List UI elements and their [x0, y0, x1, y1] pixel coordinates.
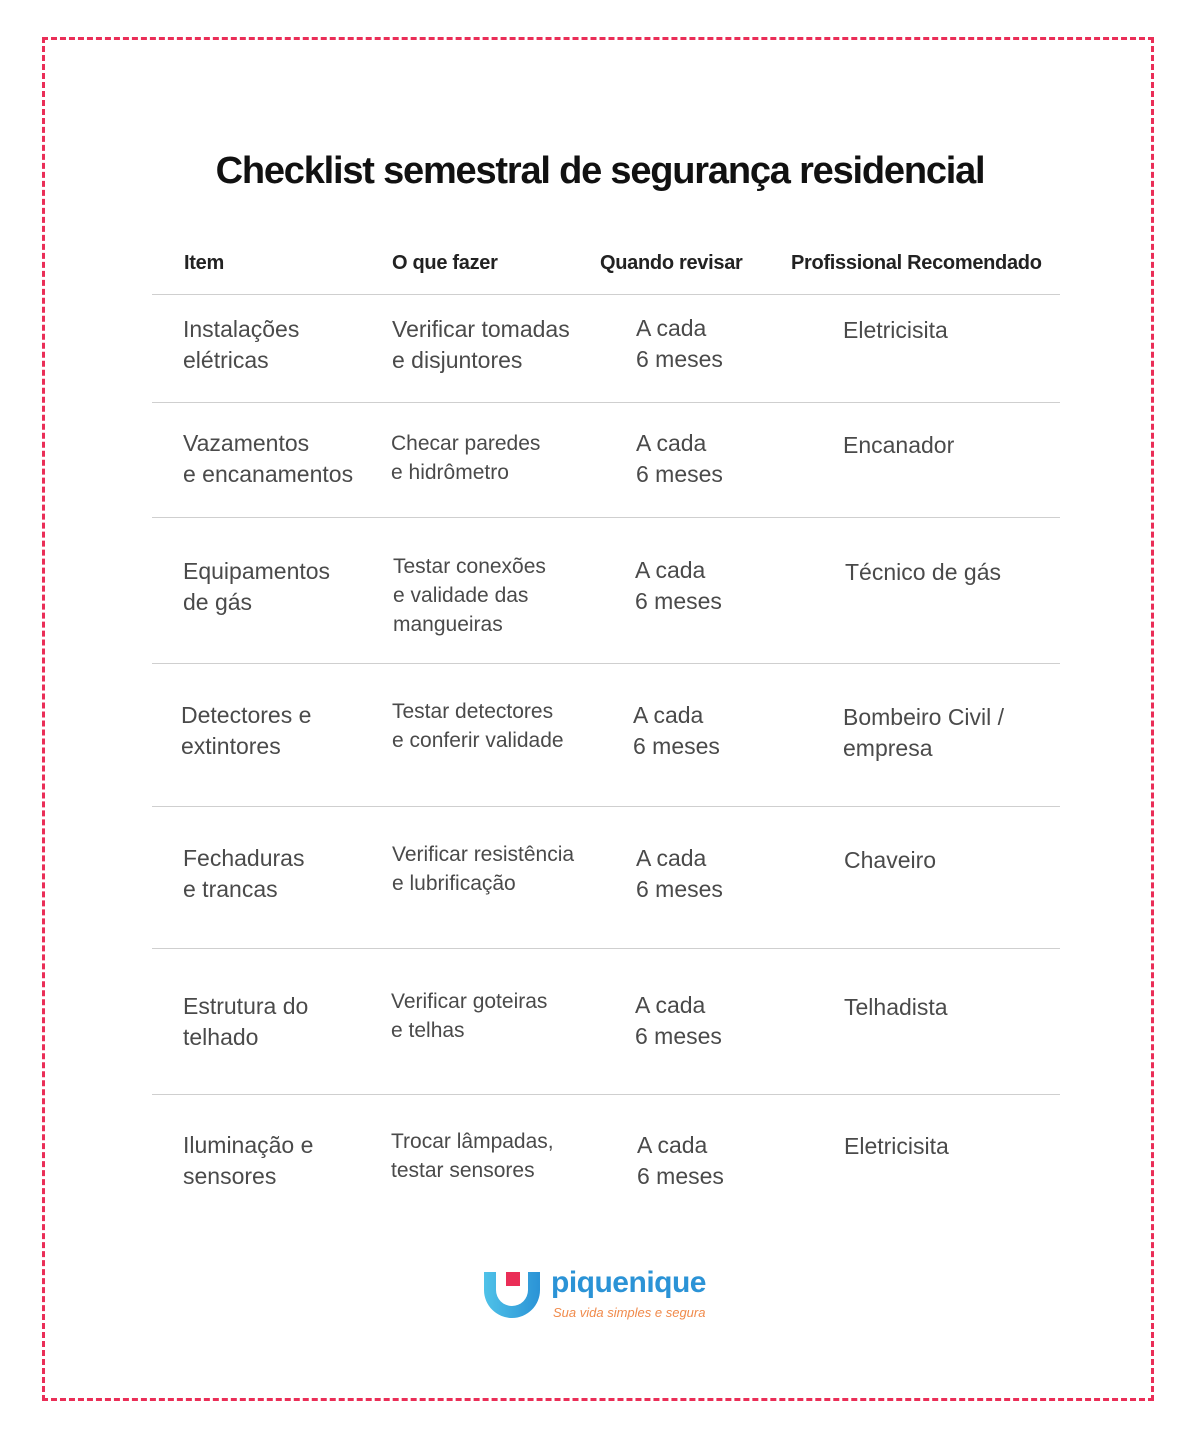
row-frequency: A cada 6 meses [636, 315, 723, 372]
row-frequency: A cada 6 meses [636, 845, 723, 902]
logo-wordmark: piquenique [551, 1266, 706, 1299]
row-professional: Encanador [843, 432, 955, 458]
row-divider [152, 948, 1060, 949]
row-action: Testar detectores e conferir validade [392, 700, 564, 752]
row-frequency: A cada 6 meses [637, 1132, 724, 1189]
row-professional: Técnico de gás [845, 559, 1001, 585]
row-divider [152, 663, 1060, 664]
row-frequency: A cada 6 meses [635, 992, 722, 1049]
row-item: Detectores e extintores [181, 702, 312, 759]
header-item: Item [184, 252, 224, 274]
row-frequency: A cada 6 meses [633, 702, 720, 759]
row-item: Fechaduras e trancas [183, 845, 305, 902]
row-frequency: A cada 6 meses [636, 430, 723, 487]
row-professional: Bombeiro Civil / empresa [843, 704, 1005, 761]
row-action: Verificar tomadas e disjuntores [392, 316, 570, 373]
header-what: O que fazer [392, 252, 498, 274]
row-action: Verificar resistência e lubrificação [392, 843, 575, 895]
row-divider [152, 806, 1060, 807]
row-item: Estrutura do telhado [183, 993, 309, 1050]
row-frequency: A cada 6 meses [635, 557, 722, 614]
row-divider [152, 1094, 1060, 1095]
row-professional: Telhadista [844, 994, 948, 1020]
header-when: Quando revisar [600, 252, 743, 274]
page-title: Checklist semestral de segurança residencial [215, 150, 985, 192]
logo-tagline: Sua vida simples e segura [553, 1305, 706, 1320]
header-divider [152, 294, 1060, 295]
row-item: Iluminação e sensores [183, 1132, 314, 1189]
row-action: Testar conexões e validade das mangueiras [393, 555, 546, 636]
header-professional: Profissional Recomendado [791, 252, 1042, 274]
row-divider [152, 517, 1060, 518]
row-item: Equipamentos de gás [183, 558, 331, 615]
row-item: Vazamentos e encanamentos [183, 430, 354, 487]
row-professional: Chaveiro [844, 847, 937, 873]
row-action: Verificar goteiras e telhas [391, 990, 548, 1042]
row-professional: Eletricisita [844, 1133, 949, 1159]
row-professional: Eletricisita [843, 317, 948, 343]
row-action: Trocar lâmpadas, testar sensores [391, 1130, 554, 1182]
row-action: Checar paredes e hidrômetro [391, 432, 541, 484]
row-item: Instalações elétricas [183, 316, 300, 373]
row-divider [152, 402, 1060, 403]
